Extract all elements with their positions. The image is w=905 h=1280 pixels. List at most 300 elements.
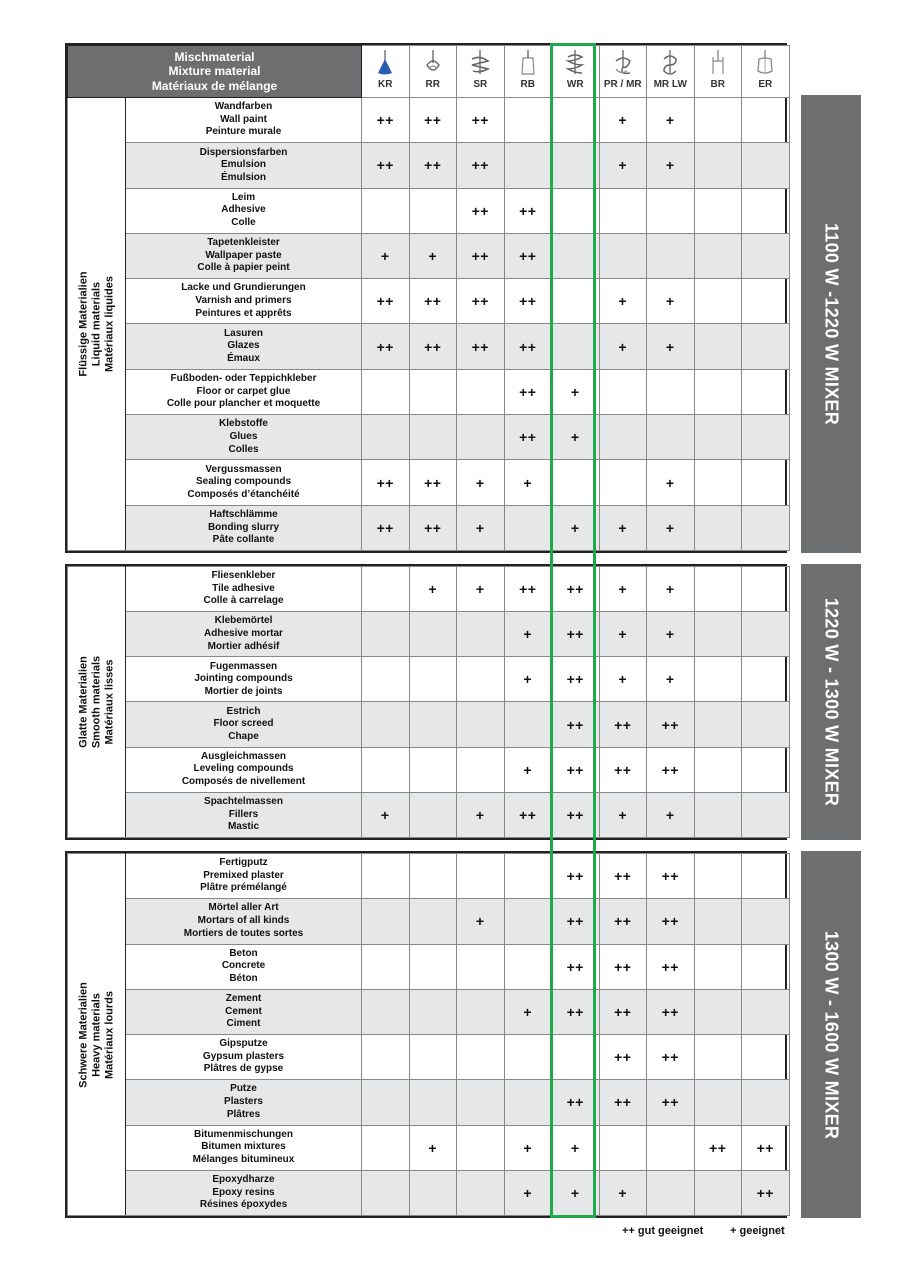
tool-label: KR: [378, 79, 393, 90]
legend-suitable: + geeignet: [730, 1225, 785, 1237]
suitability-cell-wr: ++: [552, 747, 600, 792]
suitability-cell-kr: [362, 567, 410, 612]
category-line: Schwere Materialien: [77, 981, 89, 1088]
category-line: Matériaux lisses: [103, 659, 115, 745]
suitability-cell-rb: ++: [504, 279, 552, 324]
er-stirrer-icon: [755, 49, 775, 77]
suitability-cell-pr-mr: ++: [599, 899, 647, 944]
suitability-cell-rr: [409, 854, 457, 899]
material-name-line: Tapetenkleister: [207, 237, 280, 249]
suitability-cell-wr: ++: [552, 1080, 600, 1125]
suitability-cell-mr-lw: +: [647, 460, 695, 505]
suitability-cell-wr: ++: [552, 612, 600, 657]
suitability-cell-rb: +: [504, 1170, 552, 1215]
material-name-line: Plâtre prémélangé: [200, 882, 287, 894]
header-row: [68, 46, 790, 98]
material-name-line: Ausgleichmassen: [200, 750, 287, 762]
suitability-cell-kr: ++: [362, 279, 410, 324]
suitability-cell-mr-lw: [647, 415, 695, 460]
tool-label: RB: [520, 79, 535, 90]
suitability-cell-rb: ++: [504, 324, 552, 369]
suitability-cell-wr: [552, 188, 600, 233]
suitability-cell-br: [694, 324, 742, 369]
material-name-line: Chape: [228, 730, 259, 742]
suitability-cell-rr: [409, 1080, 457, 1125]
band-1100-1220w: [801, 95, 861, 553]
suitability-cell-pr-mr: [599, 369, 647, 414]
material-row: [68, 989, 790, 1034]
tool-label: PR / MR: [603, 79, 642, 90]
suitability-cell-mr-lw: +: [647, 612, 695, 657]
suitability-cell-rb: [504, 1035, 552, 1080]
material-name: [126, 415, 362, 460]
suitability-cell-wr: +: [552, 1125, 600, 1170]
material-row: [68, 854, 790, 899]
material-name-line: Vergussmassen: [205, 463, 282, 475]
suitability-cell-sr: +: [457, 460, 505, 505]
suitability-cell-er: [742, 657, 790, 702]
material-name: [126, 98, 362, 143]
suitability-cell-pr-mr: ++: [599, 854, 647, 899]
suitability-cell-rb: ++: [504, 567, 552, 612]
category-text: [77, 656, 116, 748]
suitability-cell-er: [742, 1035, 790, 1080]
material-name-line: Émulsion: [221, 171, 267, 183]
suitability-cell-sr: ++: [457, 279, 505, 324]
tool-label: RR: [425, 79, 440, 90]
suitability-cell-mr-lw: ++: [647, 854, 695, 899]
material-name: [126, 188, 362, 233]
suitability-cell-er: [742, 98, 790, 143]
suitability-cell-pr-mr: ++: [599, 944, 647, 989]
suitability-cell-sr: ++: [457, 98, 505, 143]
suitability-cell-kr: ++: [362, 98, 410, 143]
material-row: [68, 1125, 790, 1170]
tool-header-er: [742, 46, 790, 98]
suitability-cell-rb: [504, 98, 552, 143]
suitability-cell-pr-mr: [599, 188, 647, 233]
suitability-cell-rr: [409, 899, 457, 944]
suitability-cell-pr-mr: ++: [599, 1035, 647, 1080]
suitability-cell-sr: ++: [457, 324, 505, 369]
suitability-cell-rr: [409, 702, 457, 747]
suitability-cell-pr-mr: +: [599, 279, 647, 324]
suitability-cell-er: [742, 747, 790, 792]
material-row: [68, 612, 790, 657]
tool-header-br: [694, 46, 742, 98]
material-row: [68, 369, 790, 414]
suitability-cell-rr: +: [409, 1125, 457, 1170]
suitability-cell-br: [694, 98, 742, 143]
material-name-line: Plasters: [224, 1096, 263, 1108]
kr-stirrer-icon: [375, 49, 395, 77]
suitability-cell-kr: [362, 1035, 410, 1080]
material-name-line: Émaux: [227, 352, 260, 364]
suitability-cell-mr-lw: +: [647, 567, 695, 612]
material-name-line: Emulsion: [221, 159, 267, 171]
material-name: [126, 279, 362, 324]
material-name: [126, 1035, 362, 1080]
material-name-line: Résines époxydes: [199, 1199, 288, 1211]
material-name-line: Colles: [228, 443, 259, 455]
material-name-line: Haftschlämme: [209, 508, 278, 520]
material-name-line: Spachtelmassen: [204, 796, 283, 807]
suitability-cell-pr-mr: ++: [599, 1080, 647, 1125]
material-row: [68, 460, 790, 505]
suitability-cell-er: [742, 567, 790, 612]
suitability-cell-rb: ++: [504, 369, 552, 414]
material-name-line: Bitumenmischungen: [194, 1128, 293, 1140]
tool-header-sr: [457, 46, 505, 98]
material-row: [68, 899, 790, 944]
material-name-line: Fußboden- oder Teppichkleber: [170, 373, 317, 385]
suitability-cell-er: [742, 369, 790, 414]
suitability-cell-pr-mr: [599, 233, 647, 278]
suitability-cell-mr-lw: ++: [647, 1035, 695, 1080]
material-row: [68, 1035, 790, 1080]
suitability-cell-mr-lw: ++: [647, 702, 695, 747]
suitability-cell-er: ++: [742, 1125, 790, 1170]
material-name-line: Klebstoffe: [219, 418, 268, 430]
band-label: 1100 W -1220 W MIXER: [821, 222, 842, 426]
material-name-line: Mörtel aller Art: [208, 902, 279, 914]
suitability-cell-mr-lw: ++: [647, 1080, 695, 1125]
suitability-cell-br: [694, 612, 742, 657]
suitability-cell-rb: +: [504, 989, 552, 1034]
suitability-cell-rr: [409, 747, 457, 792]
suitability-cell-br: [694, 567, 742, 612]
material-name: [126, 460, 362, 505]
suitability-cell-rb: +: [504, 612, 552, 657]
suitability-cell-pr-mr: [599, 1125, 647, 1170]
suitability-cell-sr: [457, 944, 505, 989]
suitability-cell-kr: [362, 899, 410, 944]
material-name: [126, 702, 362, 747]
suitability-cell-wr: ++: [552, 702, 600, 747]
suitability-cell-rr: +: [409, 233, 457, 278]
suitability-cell-kr: +: [362, 792, 410, 837]
material-name-line: Fertigputz: [219, 857, 268, 869]
suitability-cell-er: ++: [742, 1170, 790, 1215]
suitability-cell-wr: ++: [552, 567, 600, 612]
material-name-line: Sealing compounds: [196, 476, 292, 488]
material-name-line: Mastic: [227, 821, 260, 833]
suitability-cell-br: [694, 1035, 742, 1080]
suitability-cell-pr-mr: [599, 415, 647, 460]
material-name: [126, 505, 362, 550]
suitability-cell-br: [694, 899, 742, 944]
section-heavy-materials: [65, 851, 787, 1218]
material-name-line: Plâtres de gypse: [203, 1063, 284, 1075]
material-name-line: Gipsputze: [219, 1038, 268, 1050]
suitability-cell-kr: [362, 415, 410, 460]
rb-stirrer-icon: [518, 49, 538, 77]
band-1300-1600w: [801, 851, 861, 1218]
suitability-cell-rb: +: [504, 1125, 552, 1170]
suitability-cell-rb: +: [504, 747, 552, 792]
material-row: [68, 143, 790, 188]
material-name: [126, 989, 362, 1034]
suitability-cell-mr-lw: [647, 1125, 695, 1170]
suitability-cell-pr-mr: +: [599, 612, 647, 657]
suitability-cell-pr-mr: +: [599, 567, 647, 612]
material-name-line: Wallpaper paste: [205, 249, 282, 261]
sr-stirrer-icon: [470, 49, 490, 77]
material-name-line: Premixed plaster: [203, 869, 284, 881]
suitability-cell-mr-lw: ++: [647, 747, 695, 792]
suitability-cell-mr-lw: +: [647, 279, 695, 324]
suitability-cell-mr-lw: [647, 1170, 695, 1215]
suitability-cell-sr: +: [457, 505, 505, 550]
material-name-line: Colle: [231, 217, 256, 229]
material-row: [68, 1080, 790, 1125]
tool-header-wr: [552, 46, 600, 98]
material-name-line: Mélanges bitumineux: [192, 1153, 295, 1165]
suitability-cell-er: [742, 702, 790, 747]
material-name-line: Cement: [225, 1005, 262, 1017]
section-smooth-materials: [65, 564, 787, 840]
suitability-cell-br: [694, 460, 742, 505]
suitability-cell-mr-lw: [647, 233, 695, 278]
suitability-cell-rr: [409, 415, 457, 460]
material-name: [126, 747, 362, 792]
material-name-line: Dispersionsfarben: [199, 146, 288, 158]
suitability-cell-rr: [409, 1170, 457, 1215]
material-name-line: Varnish and primers: [195, 295, 292, 307]
material-name-line: Glues: [229, 430, 258, 442]
suitability-cell-kr: [362, 944, 410, 989]
suitability-cell-er: [742, 460, 790, 505]
suitability-cell-wr: [552, 460, 600, 505]
material-name: [126, 944, 362, 989]
suitability-cell-kr: [362, 1170, 410, 1215]
material-name-line: Tile adhesive: [212, 582, 275, 594]
suitability-cell-sr: [457, 854, 505, 899]
suitability-cell-sr: +: [457, 899, 505, 944]
suitability-cell-pr-mr: +: [599, 1170, 647, 1215]
material-name-line: Wandfarben: [214, 101, 273, 113]
suitability-cell-mr-lw: [647, 188, 695, 233]
legend-very-suitable: ++ gut geeignet: [622, 1225, 704, 1237]
material-name-line: Colle pour plancher et moquette: [166, 398, 321, 410]
suitability-cell-br: [694, 702, 742, 747]
material-name-line: Wall paint: [220, 113, 267, 125]
material-name-line: Epoxydharze: [212, 1173, 275, 1185]
material-name-line: Pâte collante: [212, 534, 275, 546]
suitability-cell-rr: [409, 657, 457, 702]
suitability-cell-rb: [504, 944, 552, 989]
suitability-cell-wr: ++: [552, 792, 600, 837]
mr-lw-stirrer-icon: [660, 49, 680, 77]
suitability-cell-wr: [552, 143, 600, 188]
material-name: [126, 854, 362, 899]
material-name-line: Peintures et apprêts: [195, 307, 292, 319]
material-name-line: Fugenmassen: [209, 660, 278, 672]
category-line: Flüssige Materialien: [77, 271, 89, 377]
tool-label: ER: [758, 79, 773, 90]
suitability-cell-wr: ++: [552, 989, 600, 1034]
suitability-cell-br: [694, 989, 742, 1034]
pr-mr-stirrer-icon: [613, 49, 633, 77]
tool-label: MR LW: [653, 79, 687, 90]
band-label: 1300 W - 1600 W MIXER: [821, 930, 842, 1139]
material-name: [126, 792, 362, 837]
suitability-cell-rr: [409, 792, 457, 837]
suitability-cell-kr: [362, 747, 410, 792]
material-row: [68, 657, 790, 702]
header-title-line: Mischmaterial: [174, 49, 255, 64]
suitability-cell-sr: [457, 1125, 505, 1170]
material-name: [126, 233, 362, 278]
material-name: [126, 612, 362, 657]
material-name-line: Colle à papier peint: [197, 262, 290, 274]
material-name-line: Bitumen mixtures: [201, 1141, 286, 1153]
suitability-cell-wr: ++: [552, 854, 600, 899]
suitability-cell-br: [694, 279, 742, 324]
suitability-cell-mr-lw: ++: [647, 944, 695, 989]
material-name-line: Floor screed: [213, 718, 274, 730]
suitability-cell-rr: [409, 369, 457, 414]
material-name-line: Adhesive mortar: [204, 627, 283, 639]
suitability-cell-rr: [409, 612, 457, 657]
material-name-line: Lacke und Grundierungen: [181, 282, 306, 294]
suitability-cell-rr: ++: [409, 98, 457, 143]
suitability-cell-sr: [457, 1170, 505, 1215]
tool-header-mr-lw: [647, 46, 695, 98]
suitability-cell-kr: ++: [362, 143, 410, 188]
suitability-cell-mr-lw: +: [647, 143, 695, 188]
material-name-line: Béton: [229, 972, 258, 984]
suitability-cell-rr: [409, 188, 457, 233]
category-line: Heavy materials: [90, 992, 102, 1077]
category-text: [77, 982, 116, 1088]
suitability-cell-br: [694, 747, 742, 792]
suitability-cell-mr-lw: +: [647, 792, 695, 837]
suitability-cell-wr: [552, 98, 600, 143]
material-name-line: Glazes: [227, 340, 260, 352]
suitability-cell-kr: ++: [362, 505, 410, 550]
suitability-cell-pr-mr: +: [599, 657, 647, 702]
material-name-line: Fliesenkleber: [211, 570, 276, 582]
suitability-cell-sr: +: [457, 567, 505, 612]
material-name-line: Klebemörtel: [214, 615, 273, 627]
suitability-cell-wr: +: [552, 505, 600, 550]
material-name-line: Concrete: [221, 960, 266, 972]
band-label: 1220 W - 1300 W MIXER: [821, 597, 842, 807]
suitability-cell-rr: [409, 989, 457, 1034]
suitability-cell-sr: [457, 702, 505, 747]
suitability-cell-mr-lw: +: [647, 657, 695, 702]
material-name-line: Mortiers de toutes sortes: [183, 927, 304, 939]
material-row: [68, 279, 790, 324]
category-label: [68, 567, 126, 838]
material-name-line: Mortars of all kinds: [197, 915, 290, 927]
category-line: Matériaux lourds: [103, 990, 115, 1079]
suitability-cell-br: [694, 792, 742, 837]
material-name: [126, 567, 362, 612]
suitability-cell-kr: +: [362, 233, 410, 278]
suitability-cell-er: [742, 899, 790, 944]
suitability-cell-rb: [504, 899, 552, 944]
material-row: [68, 98, 790, 143]
suitability-cell-er: [742, 792, 790, 837]
suitability-cell-pr-mr: ++: [599, 747, 647, 792]
tool-label: WR: [566, 79, 584, 90]
category-line: Smooth materials: [90, 655, 102, 749]
suitability-cell-wr: [552, 1035, 600, 1080]
suitability-cell-br: [694, 1170, 742, 1215]
category-line: Liquid materials: [90, 281, 102, 367]
material-row: [68, 233, 790, 278]
material-row: [68, 415, 790, 460]
suitability-cell-rr: +: [409, 567, 457, 612]
category-line: Matériaux liquides: [103, 276, 115, 372]
suitability-cell-rr: ++: [409, 324, 457, 369]
suitability-cell-rb: ++: [504, 415, 552, 460]
suitability-cell-mr-lw: +: [647, 324, 695, 369]
compatibility-table-liquid: [67, 45, 790, 551]
suitability-cell-pr-mr: +: [599, 792, 647, 837]
material-row: [68, 505, 790, 550]
suitability-cell-wr: +: [552, 369, 600, 414]
suitability-cell-br: [694, 944, 742, 989]
suitability-cell-pr-mr: [599, 460, 647, 505]
suitability-cell-sr: ++: [457, 233, 505, 278]
suitability-cell-er: [742, 1080, 790, 1125]
suitability-cell-rb: [504, 854, 552, 899]
tool-header-rb: [504, 46, 552, 98]
suitability-cell-rr: ++: [409, 279, 457, 324]
suitability-cell-sr: [457, 415, 505, 460]
suitability-cell-kr: [362, 369, 410, 414]
suitability-cell-wr: ++: [552, 944, 600, 989]
suitability-cell-wr: +: [552, 1170, 600, 1215]
wr-stirrer-icon: [565, 49, 585, 77]
category-label: [68, 98, 126, 551]
material-name-line: Zement: [225, 992, 262, 1004]
suitability-cell-mr-lw: [647, 369, 695, 414]
suitability-cell-sr: ++: [457, 188, 505, 233]
suitability-cell-rr: [409, 1035, 457, 1080]
material-name-line: Floor or carpet glue: [196, 385, 291, 397]
tool-header-pr-mr: [599, 46, 647, 98]
suitability-cell-mr-lw: +: [647, 505, 695, 550]
suitability-cell-pr-mr: +: [599, 143, 647, 188]
material-name-line: Adhesive: [221, 204, 266, 216]
suitability-cell-wr: +: [552, 415, 600, 460]
compatibility-table-smooth: [67, 566, 790, 838]
material-name-line: Putze: [230, 1083, 257, 1095]
tool-label: SR: [473, 79, 488, 90]
material-name-line: Beton: [229, 947, 258, 959]
material-name: [126, 1170, 362, 1215]
material-name: [126, 143, 362, 188]
suitability-cell-sr: [457, 657, 505, 702]
suitability-cell-kr: [362, 188, 410, 233]
suitability-cell-sr: [457, 989, 505, 1034]
material-name-line: Leim: [231, 191, 256, 203]
suitability-cell-kr: [362, 1080, 410, 1125]
material-row: [68, 944, 790, 989]
suitability-cell-br: [694, 369, 742, 414]
material-name-line: Plâtres: [226, 1108, 261, 1120]
suitability-cell-kr: ++: [362, 460, 410, 505]
category-label: [68, 854, 126, 1216]
material-name: [126, 369, 362, 414]
suitability-cell-rb: +: [504, 460, 552, 505]
suitability-cell-er: [742, 989, 790, 1034]
material-name: [126, 324, 362, 369]
